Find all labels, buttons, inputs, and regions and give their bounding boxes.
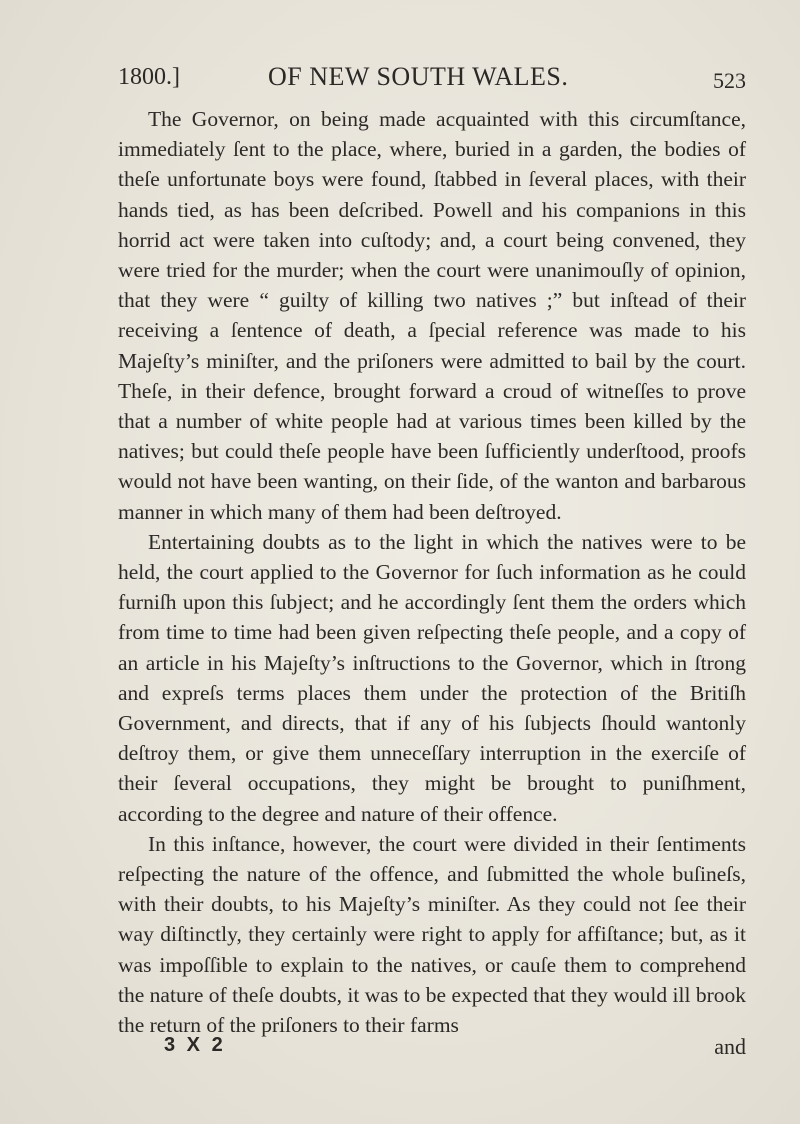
catchword: and: [714, 1034, 746, 1059]
paragraph-1: The Governor, on being made acquainted with this circumſtance, immediately ſent to the place, where, buried in a garden, the bodies of theſe unfortunate boys were found, ſtabbed in ſeveral places, with their hands tied, as has been deſcribed. Powell and his companions in this horrid act were taken into cuſtody; and, a court being convened, they were tried for the murder; when the court were unanimouſly of opinion, that they were “ guilty of killing two natives ;” but inſtead of their receiving a ſentence of death, a ſpecial reference was made to his Majeſty’s miniſter, and the priſoners were admitted to bail by the court. Theſe, in their defence, brought forward a croud of witneſſes to prove that a number of white people had at various times been killed by the natives; but could theſe people have been ſufficiently underſtood, proofs would not have been wanting, on their ſide, of the wanton and barbarous manner in which many of them had been deſtroyed.: [118, 107, 746, 524]
page-footer: [118, 1034, 746, 1064]
paragraph-2: Entertaining doubts as to the light in which the natives were to be held, the court applied to the Governor for ſuch information as he could furniſh upon this ſubject; and he accordingly ſent them the orders which from time to time had been given reſpecting theſe people, and a copy of an article in his Majeſty’s inſtructions to the Governor, which in ſtrong and expreſs terms places them under the protection of the Britiſh Government, and directs, that if any of his ſubjects ſhould wantonly deſtroy them, or give them unneceſſary interruption in the exerciſe of their ſeveral occupations, they might be brought to puniſhment, according to the degree and nature of their offence.: [118, 529, 746, 826]
body-text: [118, 104, 746, 1040]
page-number: 523: [713, 68, 746, 93]
paragraph-3: In this inſtance, however, the court were divided in their ſentiments reſpecting the nature of the offence, and ſubmitted the whole buſineſs, with their doubts, to his Majeſty’s miniſter. As they could not ſee their way diſtinctly, they certainly were right to apply for affiſtance; but, as it was impoſſible to explain to the natives, or cauſe them to comprehend the nature of theſe doubts, it was to be expected that they would ill brook the return of the priſoners to their farms: [118, 831, 746, 1038]
header-year: 1800.]: [118, 64, 180, 90]
signature-mark: 3 X 2: [164, 1034, 226, 1056]
running-header: [118, 50, 746, 93]
running-title: OF NEW SOUTH WALES.: [268, 62, 569, 91]
